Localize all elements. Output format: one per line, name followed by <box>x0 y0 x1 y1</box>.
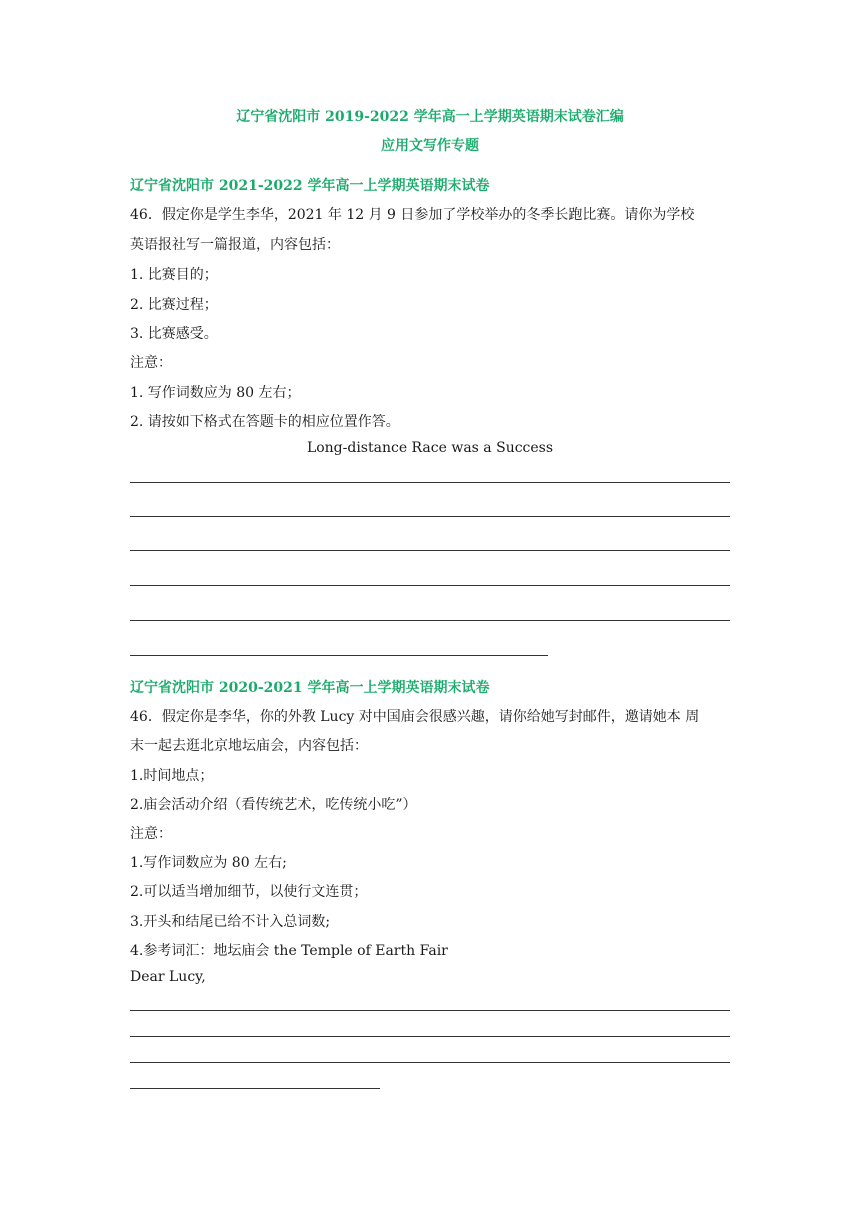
answer-line <box>130 1062 730 1063</box>
note-item: 1. 写作词数应为 80 左右； <box>130 385 301 401</box>
document-title: 辽宁省沈阳市 2019-2022 学年高一上学期英语期末试卷汇编 <box>236 109 624 125</box>
note-label: 注意： <box>130 826 172 842</box>
note-item: 1.写作词数应为 80 左右; <box>130 855 287 871</box>
content-item: 2. 比赛过程； <box>130 297 218 313</box>
content-item: 3. 比赛感受。 <box>130 326 218 342</box>
content-item: 2.庙会活动介绍（看传统艺术，吃传统小吃”） <box>130 797 417 813</box>
note-item: 2.可以适当增加细节，以使行文连贯； <box>130 884 368 900</box>
note-item: 4.参考词汇：地坛庙会 the Temple of Earth Fair <box>130 943 448 959</box>
answer-line <box>130 620 730 621</box>
content-item: 1.时间地点； <box>130 768 214 784</box>
answer-line <box>130 550 730 551</box>
content-item: 1. 比赛目的； <box>130 267 218 283</box>
answer-line <box>130 482 730 483</box>
answer-line <box>130 1010 730 1011</box>
question-prompt-continued: 英语报社写一篇报道，内容包括： <box>130 237 340 253</box>
question-prompt: 46．假定你是李华，你的外教 Lucy 对中国庙会很感兴趣，请你给她写封邮件，邀请她本 周 <box>130 709 700 725</box>
answer-line <box>130 585 730 586</box>
answer-line <box>130 516 730 517</box>
answer-line <box>130 1088 380 1089</box>
letter-salutation: Dear Lucy, <box>130 969 206 985</box>
section-heading: 辽宁省沈阳市 2020-2021 学年高一上学期英语期末试卷 <box>130 680 490 696</box>
section-heading: 辽宁省沈阳市 2021-2022 学年高一上学期英语期末试卷 <box>130 178 490 194</box>
note-item: 3.开头和结尾已给不计入总词数; <box>130 914 331 930</box>
question-prompt: 46．假定你是学生李华，2021 年 12 月 9 日参加了学校举办的冬季长跑比赛。请你为学校 <box>130 207 695 223</box>
note-item: 2. 请按如下格式在答题卡的相应位置作答。 <box>130 414 400 430</box>
answer-line <box>130 1036 730 1037</box>
question-prompt-continued: 末一起去逛北京地坛庙会，内容包括： <box>130 738 368 754</box>
essay-title: Long-distance Race was a Success <box>306 440 554 456</box>
answer-line <box>130 655 548 656</box>
document-subtitle: 应用文写作专题 <box>381 138 479 154</box>
note-label: 注意： <box>130 355 172 371</box>
